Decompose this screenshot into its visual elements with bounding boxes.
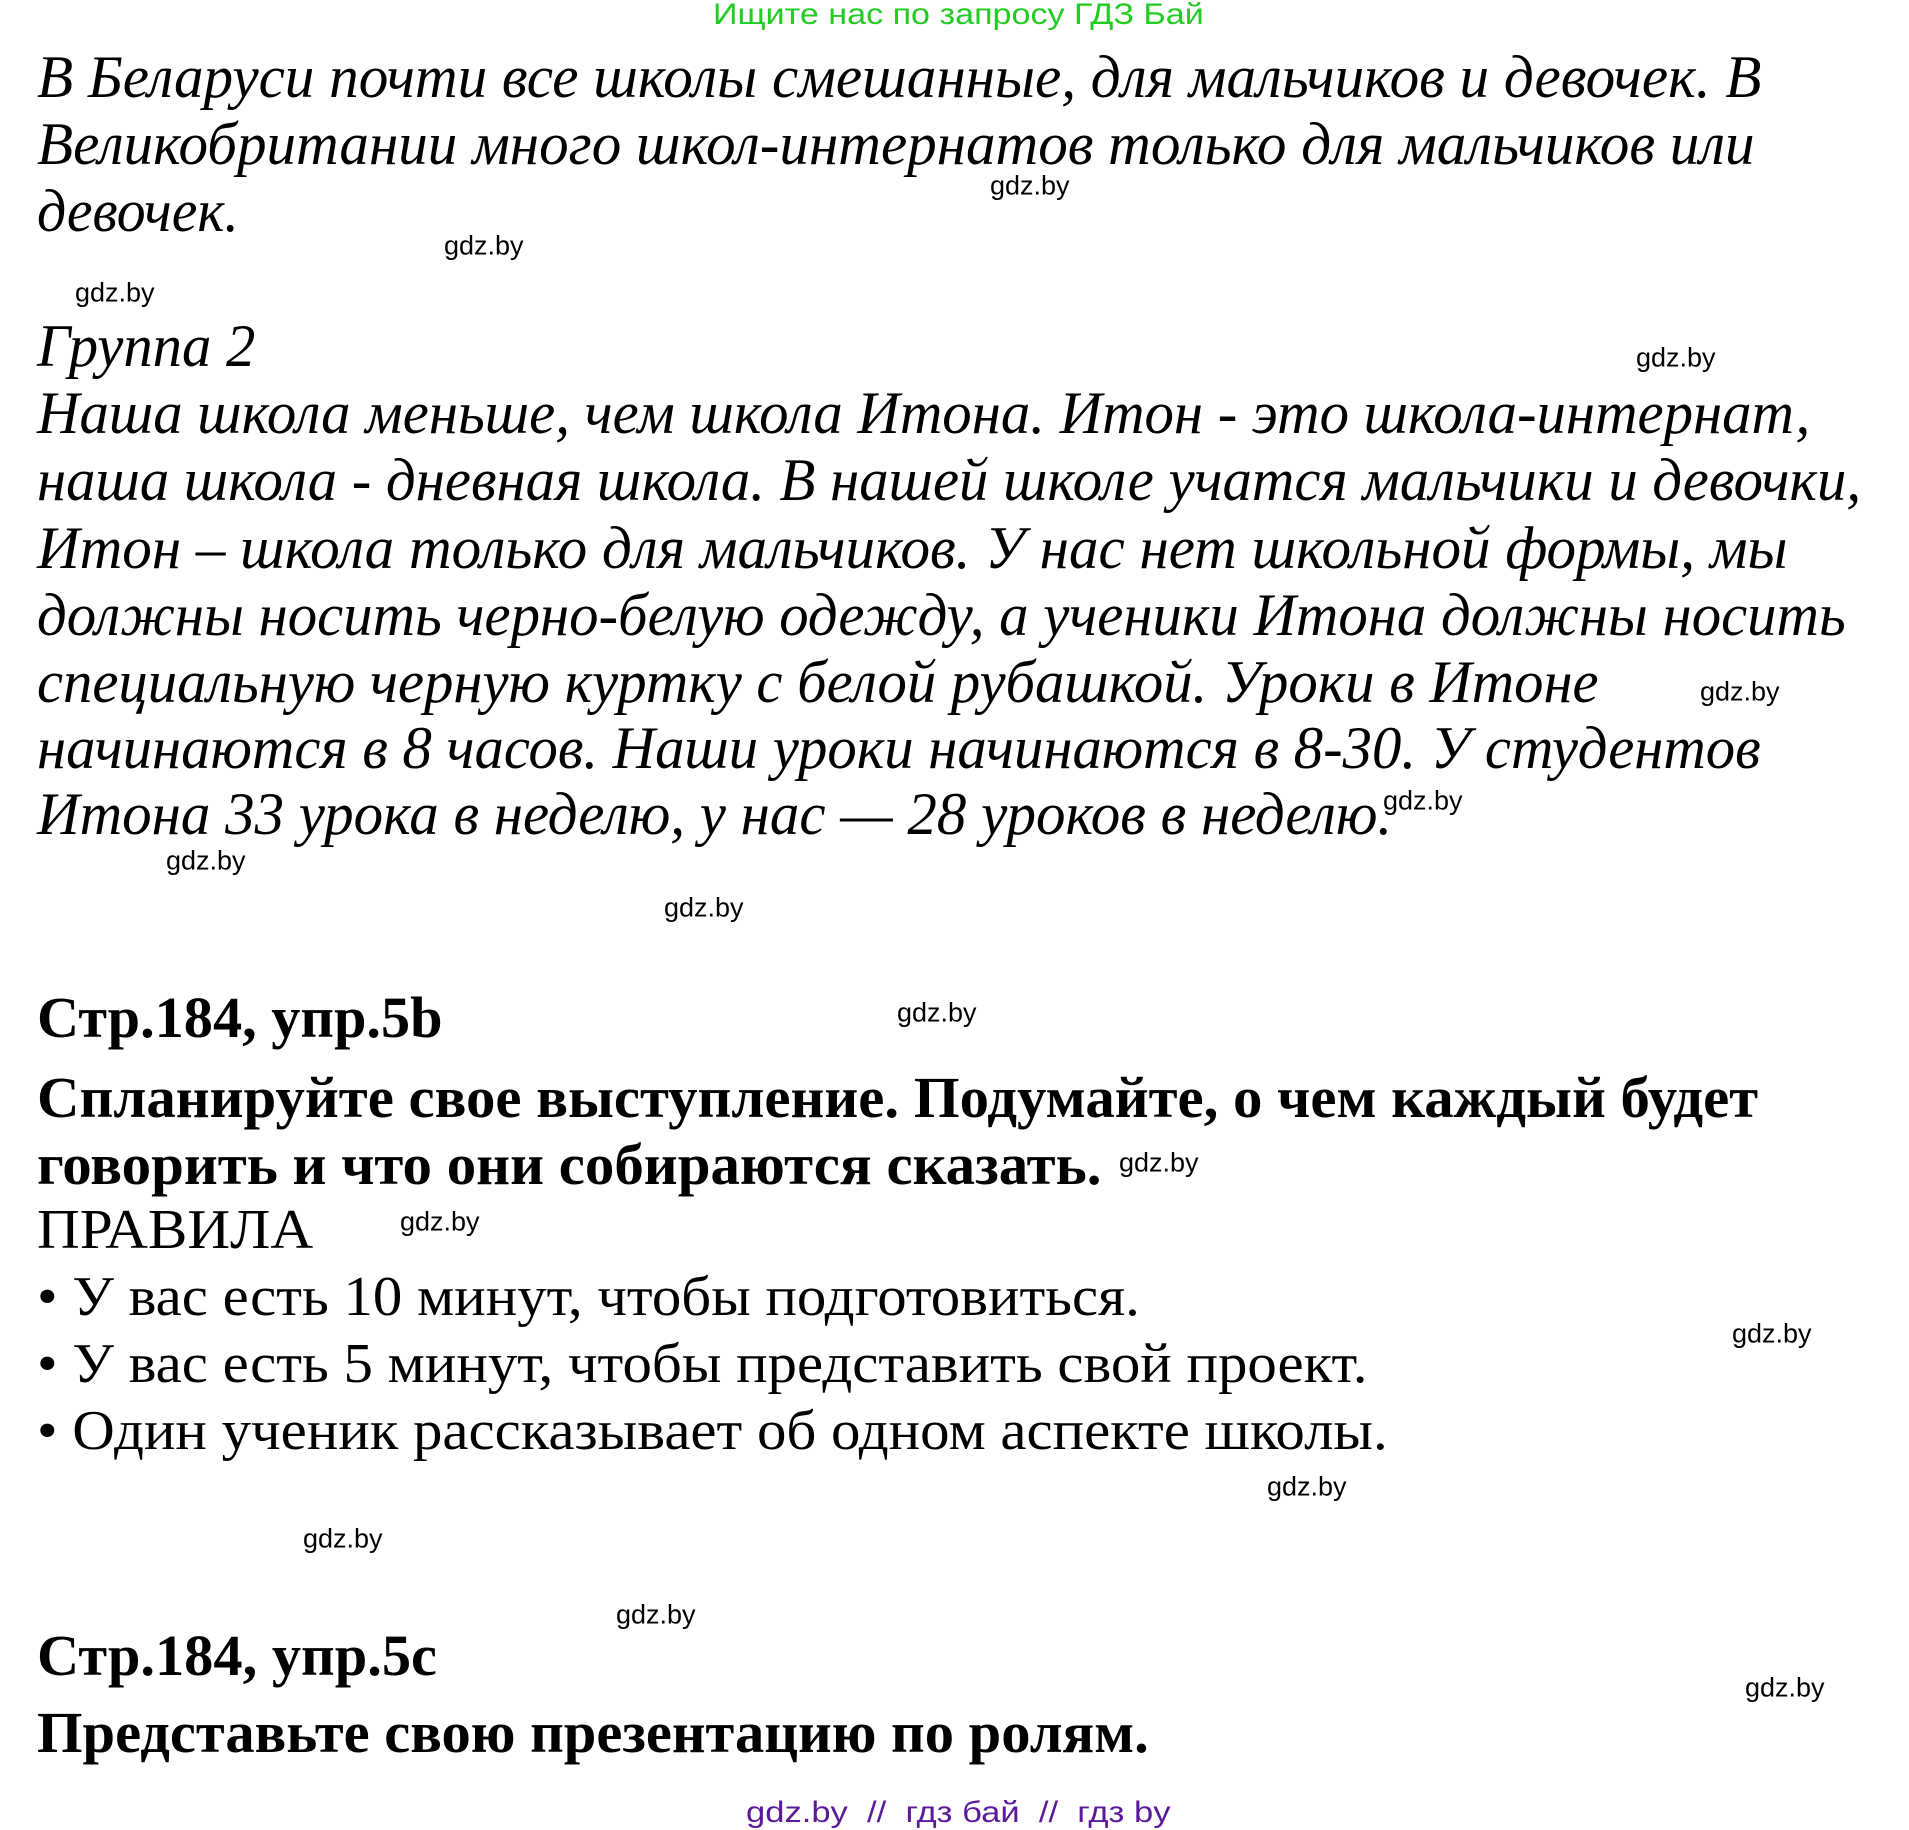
search-hint-banner: Ищите нас по запросу ГДЗ Бай (713, 0, 1204, 31)
paragraph-line: специальную черную куртку с белой рубашкой. Уроки в Итоне (37, 649, 1599, 715)
watermark: gdz.by (1383, 785, 1463, 816)
task-line: говорить и что они собираются сказать. (37, 1132, 1102, 1197)
paragraph-line: Наша школа меньше, чем школа Итона. Итон - это школа-интернат, (37, 380, 1811, 446)
rule-item: • У вас есть 5 минут, чтобы представить свой проект. (37, 1333, 1368, 1395)
paragraph-line: начинаются в 8 часов. Наши уроки начинаются в 8-30. У студентов (37, 715, 1761, 781)
paragraph-line: Великобритании много школ-интернатов только для мальчиков или (37, 111, 1755, 177)
watermark: gdz.by (1119, 1147, 1199, 1178)
watermark: gdz.by (75, 277, 155, 308)
watermark: gdz.by (444, 230, 524, 261)
watermark: gdz.by (664, 892, 744, 923)
watermark: gdz.by (1267, 1471, 1347, 1502)
watermark: gdz.by (990, 170, 1070, 201)
watermark: gdz.by (1700, 676, 1780, 707)
watermark: gdz.by (897, 997, 977, 1028)
rule-item: • Один ученик рассказывает об одном аспекте школы. (37, 1400, 1388, 1462)
paragraph-line: наша школа - дневная школа. В нашей школе учатся мальчики и девочки, (37, 447, 1862, 513)
watermark: gdz.by (1636, 342, 1716, 373)
rule-item: • У вас есть 10 минут, чтобы подготовиться. (37, 1266, 1140, 1328)
exercise-heading-5b: Стр.184, упр.5b (37, 985, 443, 1050)
rules-title: ПРАВИЛА (37, 1199, 314, 1261)
exercise-heading-5c: Стр.184, упр.5c (37, 1623, 437, 1688)
paragraph-line: Итона 33 урока в неделю, у нас — 28 уроков в неделю. (37, 781, 1393, 847)
watermark: gdz.by (303, 1523, 383, 1554)
watermark: gdz.by (166, 845, 246, 876)
watermark: gdz.by (400, 1206, 480, 1237)
group-title: Группа 2 (37, 313, 256, 379)
task-line: Спланируйте свое выступление. Подумайте, о чем каждый будет (37, 1065, 1759, 1130)
footer-links: gdz.by // гдз бай // гдз by (746, 1796, 1171, 1829)
paragraph-line: должны носить черно-белую одежду, а ученики Итона должны носить (37, 582, 1846, 648)
task-line: Представьте свою презентацию по ролям. (37, 1700, 1149, 1765)
paragraph-line: девочек. (37, 178, 239, 244)
watermark: gdz.by (616, 1599, 696, 1630)
paragraph-line: Итон – школа только для мальчиков. У нас нет школьной формы, мы (37, 515, 1788, 581)
paragraph-line: В Беларуси почти все школы смешанные, для мальчиков и девочек. В (37, 44, 1762, 110)
watermark: gdz.by (1732, 1318, 1812, 1349)
watermark: gdz.by (1745, 1672, 1825, 1703)
